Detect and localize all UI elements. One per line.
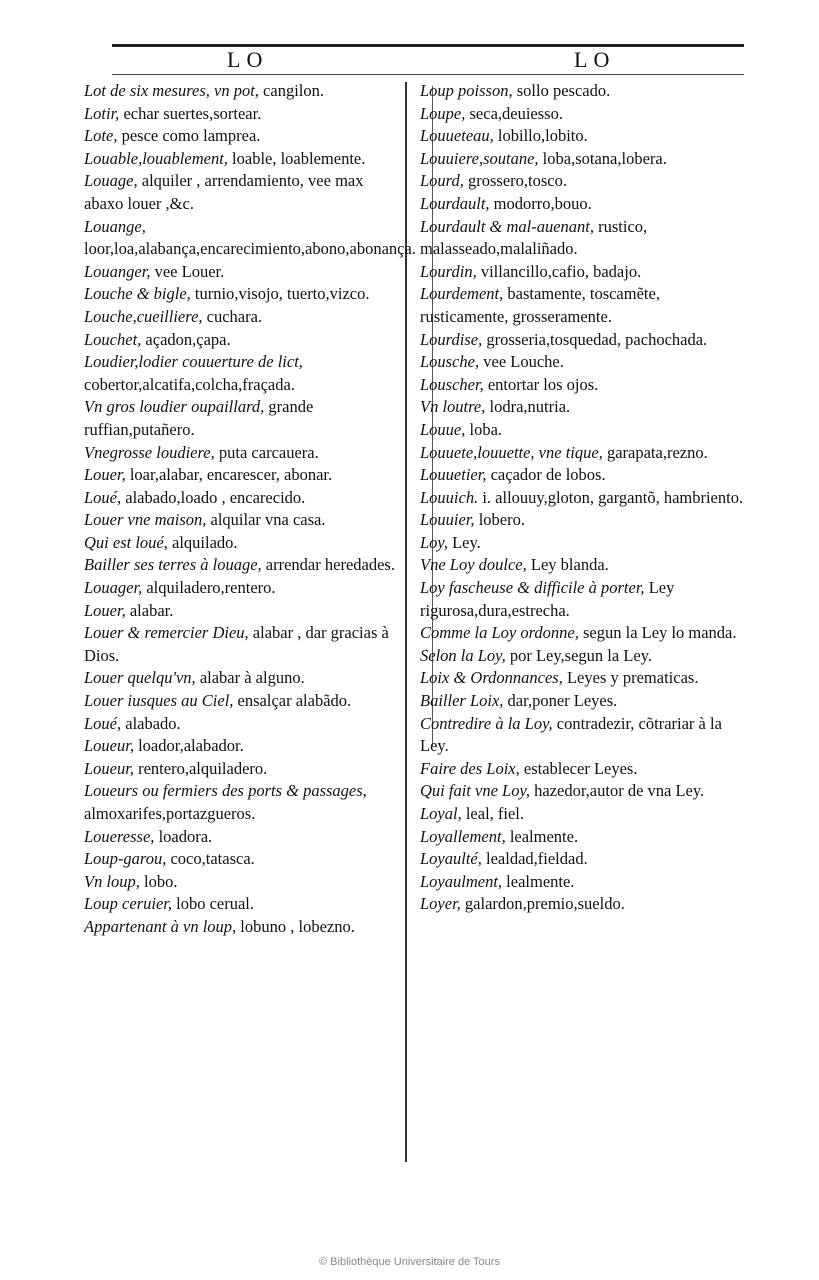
dictionary-entry: [420, 419, 745, 442]
dictionary-entry: [84, 148, 400, 171]
entry-translation: rustico, malasseado,malaliñado.: [420, 216, 648, 259]
entry-translation: lealmente.: [502, 871, 575, 891]
entry-headword: Lourdault & mal-auenant,: [420, 216, 595, 236]
dictionary-entry: [420, 148, 745, 171]
entry-headword: Louuete,louuette, vne tique,: [420, 442, 603, 462]
dictionary-entry: [84, 306, 400, 329]
dictionary-entry: [420, 442, 745, 465]
entry-translation: alabado,loado , encarecido.: [121, 487, 306, 507]
entry-headword: Louchet,: [84, 329, 142, 349]
entry-headword: Louange,: [84, 216, 146, 236]
entry-translation: lobo cerual.: [172, 894, 255, 914]
entry-headword: Faire des Loix,: [420, 758, 520, 778]
entry-headword: Comme la Loy ordonne,: [420, 623, 579, 643]
entry-translation: cuchara.: [202, 306, 263, 326]
dictionary-entry: [84, 442, 400, 465]
entry-headword: Louuiere,soutane,: [420, 148, 539, 168]
entry-headword: Louuich.: [420, 487, 479, 507]
dictionary-entry: [84, 80, 400, 103]
entry-translation: lobo.: [139, 871, 178, 891]
dictionary-entry: [84, 283, 400, 306]
entry-headword: Vn loup,: [84, 871, 140, 891]
dictionary-entry: [420, 216, 745, 261]
entry-translation: Ley rigurosa,dura,estrecha.: [420, 578, 675, 620]
entry-translation: almoxarifes,portazgueros.: [84, 804, 256, 823]
dictionary-entry: [420, 396, 745, 419]
entry-translation: entortar los ojos.: [483, 374, 599, 394]
entry-headword: Loyaulté,: [420, 849, 482, 869]
entry-translation: loar,alabar, encarescer, abonar.: [125, 465, 333, 485]
entry-translation: lobillo,lobito.: [493, 126, 588, 146]
entry-translation: alabar à alguno.: [195, 668, 305, 688]
entry-headword: Selon la Loy,: [420, 645, 506, 665]
entry-translation: lobero.: [474, 510, 525, 530]
dictionary-entry: [420, 374, 745, 397]
entry-translation: villancillo,cafio, badajo.: [476, 261, 642, 281]
dictionary-entry: [84, 600, 400, 623]
entry-headword: Lote,: [84, 126, 118, 146]
dictionary-entry: [84, 893, 400, 916]
entry-headword: Lotir,: [84, 103, 120, 123]
dictionary-entry: [420, 667, 745, 690]
dictionary-entry: [84, 329, 400, 352]
entry-translation: galardon,premio,sueldo.: [460, 894, 625, 914]
dictionary-entry: [84, 261, 400, 284]
entry-headword: Contredire à la Loy,: [420, 713, 553, 733]
entry-headword: Loyaulment,: [420, 871, 503, 891]
dictionary-entry: [84, 916, 400, 939]
entry-headword: Qui fait vne Loy,: [420, 781, 530, 801]
dictionary-entry: [84, 735, 400, 758]
entry-headword: Lourd,: [420, 171, 464, 191]
dictionary-entry: [420, 554, 745, 577]
entry-headword: Louer quelqu'vn,: [84, 668, 196, 688]
entry-translation: alabar , dar gracias à Dios.: [84, 623, 389, 665]
entry-headword: Vne Loy doulce,: [420, 555, 527, 575]
entry-translation: arrendar heredades.: [261, 555, 395, 575]
entry-translation: sollo pescado.: [512, 81, 611, 100]
entry-headword: Vn loutre,: [420, 397, 486, 417]
entry-translation: loor,loa,alabança,encarecimiento,abono,abonança.: [84, 239, 416, 259]
entry-translation: leal, fiel.: [461, 804, 525, 823]
entry-translation: coco,tatasca.: [166, 849, 255, 869]
entry-headword: Lot de six mesures, vn pot,: [84, 81, 259, 100]
entry-translation: dar,poner Leyes.: [503, 691, 618, 711]
entry-headword: Louuier,: [420, 510, 475, 530]
entry-headword: Qui est loué,: [84, 532, 168, 552]
dictionary-entry: [84, 713, 400, 736]
left-column: [84, 80, 416, 939]
entry-headword: Loueur,: [84, 758, 134, 778]
entry-headword: Loueurs ou fermiers des ports & passages,: [84, 781, 367, 801]
entry-translation: alquilar vna casa.: [206, 510, 326, 530]
entry-translation: ensalçar alabãdo.: [233, 691, 352, 711]
entry-translation: grande ruffian,putañero.: [84, 397, 314, 439]
entry-headword: Bailler Loix,: [420, 691, 504, 711]
entry-headword: Louche & bigle,: [84, 284, 191, 304]
entry-headword: Vnegrosse loudiere,: [84, 442, 215, 462]
right-column: [420, 80, 745, 916]
header-rule: [112, 74, 744, 75]
entry-translation: loba.: [465, 419, 503, 439]
entry-headword: Louanger,: [84, 261, 151, 281]
dictionary-entry: [84, 622, 400, 667]
entry-translation: pesce como lamprea.: [117, 126, 261, 146]
entry-translation: açadon,çapa.: [141, 329, 231, 349]
dictionary-entry: [420, 125, 745, 148]
entry-translation: lodra,nutria.: [485, 397, 571, 417]
dictionary-entry: [420, 871, 745, 894]
entry-translation: alabado.: [121, 713, 181, 733]
running-head-left: LO: [227, 47, 269, 72]
dictionary-entry: [420, 577, 745, 622]
entry-headword: Vn gros loudier oupaillard,: [84, 397, 265, 417]
dictionary-entry: [420, 283, 745, 328]
entry-headword: Loy,: [420, 532, 448, 552]
dictionary-entry: [84, 103, 400, 126]
entry-headword: Louer,: [84, 600, 126, 620]
entry-translation: caçador de lobos.: [486, 465, 606, 485]
dictionary-entry: [420, 464, 745, 487]
entry-translation: alquilado.: [167, 532, 238, 552]
entry-headword: Loueresse,: [84, 826, 155, 846]
entry-translation: alabar.: [125, 600, 174, 620]
dictionary-entry: [420, 170, 745, 193]
entry-translation: por Ley,segun la Ley.: [505, 645, 653, 665]
entry-translation: lealdad,fieldad.: [481, 849, 588, 869]
entry-translation: puta carcauera.: [214, 442, 319, 462]
entry-translation: loador,alabador.: [133, 736, 244, 756]
dictionary-entry: [84, 780, 400, 825]
entry-headword: Loup ceruier,: [84, 894, 172, 914]
entry-headword: Louable,louablement,: [84, 148, 228, 168]
entry-translation: i. allouuy,gloton, gargantõ, hambriento.: [478, 487, 744, 507]
entry-headword: Loueur,: [84, 736, 134, 756]
dictionary-entry: [84, 125, 400, 148]
dictionary-entry: [420, 893, 745, 916]
entry-headword: Louue,: [420, 419, 466, 439]
dictionary-entry: [84, 396, 400, 441]
entry-translation: modorro,bouo.: [489, 193, 592, 213]
entry-headword: Loyallement,: [420, 826, 506, 846]
dictionary-entry: [420, 622, 745, 645]
entry-translation: alquiler , arrendamiento, vee max abaxo louer ,&c.: [84, 171, 364, 213]
dictionary-entry: [420, 713, 745, 758]
entry-headword: Appartenant à vn loup,: [84, 916, 237, 936]
dictionary-entry: [420, 487, 745, 510]
dictionary-entry: [84, 826, 400, 849]
dictionary-entry: [420, 80, 745, 103]
entry-headword: Loudier,lodier couuerture de lict,: [84, 352, 303, 372]
entry-translation: cangilon.: [258, 81, 324, 100]
dictionary-entry: [84, 532, 400, 555]
entry-translation: loadora.: [154, 826, 213, 846]
dictionary-entry: [84, 464, 400, 487]
page-header: [112, 44, 744, 72]
entry-headword: Louager,: [84, 578, 143, 598]
entry-headword: Louscher,: [420, 374, 484, 394]
entry-headword: Louer,: [84, 465, 126, 485]
dictionary-entry: [420, 532, 745, 555]
entry-translation: lobuno , lobezno.: [236, 916, 355, 936]
entry-headword: Loyer,: [420, 894, 461, 914]
entry-translation: lealmente.: [505, 826, 579, 846]
dictionary-entry: [84, 216, 416, 261]
dictionary-entry: [420, 193, 745, 216]
dictionary-entry: [84, 577, 400, 600]
dictionary-entry: [84, 758, 400, 781]
entry-headword: Lousche,: [420, 352, 480, 372]
dictionary-entry: [420, 329, 745, 352]
entry-headword: Loup poisson,: [420, 81, 513, 100]
dictionary-entry: [420, 261, 745, 284]
dictionary-entry: [420, 509, 745, 532]
entry-translation: hazedor,autor de vna Ley.: [530, 781, 705, 801]
entry-translation: establecer Leyes.: [519, 758, 638, 778]
entry-translation: rentero,alquiladero.: [133, 758, 268, 778]
entry-translation: segun la Ley lo manda.: [578, 623, 737, 643]
entry-headword: Lourdement,: [420, 284, 504, 304]
dictionary-entry: [420, 351, 745, 374]
dictionary-entry: [420, 780, 745, 803]
entry-headword: Loyal,: [420, 804, 462, 823]
entry-translation: loba,sotana,lobera.: [538, 148, 667, 168]
dictionary-entry: [420, 826, 745, 849]
entry-headword: Louer vne maison,: [84, 510, 207, 530]
entry-headword: Loy fascheuse & difficile à porter,: [420, 578, 645, 598]
dictionary-entry: [84, 170, 400, 215]
entry-headword: Louer iusques au Ciel,: [84, 691, 234, 711]
entry-headword: Loué,: [84, 713, 122, 733]
dictionary-entry: [84, 667, 400, 690]
entry-translation: vee Louche.: [479, 352, 564, 372]
entry-translation: turnio,visojo, tuerto,vizco.: [190, 284, 370, 304]
dictionary-entry: [84, 351, 400, 396]
dictionary-entry: [84, 487, 400, 510]
entry-headword: Lourdault,: [420, 193, 490, 213]
entry-headword: Louueteau,: [420, 126, 494, 146]
entry-headword: Bailler ses terres à louage,: [84, 555, 262, 575]
entry-translation: echar suertes,sortear.: [119, 103, 262, 123]
dictionary-entry: [420, 690, 745, 713]
dictionary-entry: [420, 103, 745, 126]
running-head-right: LO: [574, 47, 616, 72]
entry-translation: vee Louer.: [150, 261, 225, 281]
entry-headword: Louche,cueilliere,: [84, 306, 203, 326]
dictionary-entry: [420, 848, 745, 871]
entry-translation: grossero,tosco.: [463, 171, 567, 191]
entry-translation: loable, loablemente.: [227, 148, 366, 168]
entry-translation: contradezir, cõtrariar à la Ley.: [420, 713, 722, 756]
entry-headword: Loué,: [84, 487, 122, 507]
dictionary-entry: [420, 645, 745, 668]
entry-headword: Lourdin,: [420, 261, 477, 281]
entry-translation: bastamente, toscamẽte, rusticamente, grosseramente.: [420, 284, 660, 326]
entry-translation: alquiladero,rentero.: [142, 578, 276, 598]
dictionary-entry: [84, 690, 400, 713]
entry-headword: Lourdise,: [420, 329, 483, 349]
entry-translation: Ley.: [447, 532, 481, 552]
dictionary-entry: [84, 509, 400, 532]
entry-translation: garapata,rezno.: [602, 442, 708, 462]
entry-translation: grosseria,tosquedad, pachochada.: [482, 329, 708, 349]
entry-headword: Louuetier,: [420, 465, 487, 485]
dictionary-entry: [84, 871, 400, 894]
entry-headword: Loupe,: [420, 103, 466, 123]
dictionary-entry: [84, 848, 400, 871]
entry-headword: Louer & remercier Dieu,: [84, 623, 249, 643]
dictionary-entry: [84, 554, 400, 577]
entry-headword: Louage,: [84, 171, 138, 191]
entry-translation: Ley blanda.: [526, 555, 609, 575]
entry-translation: Leyes y prematicas.: [562, 668, 699, 688]
entry-headword: Loup-garou,: [84, 849, 167, 869]
entry-translation: cobertor,alcatifa,colcha,fraçada.: [84, 374, 295, 394]
dictionary-entry: [420, 803, 745, 826]
entry-headword: Loix & Ordonnances,: [420, 668, 563, 688]
copyright-footer: © Bibliothèque Universitaire de Tours: [319, 1256, 500, 1268]
entry-translation: seca,deuiesso.: [465, 103, 563, 123]
dictionary-entry: [420, 758, 745, 781]
